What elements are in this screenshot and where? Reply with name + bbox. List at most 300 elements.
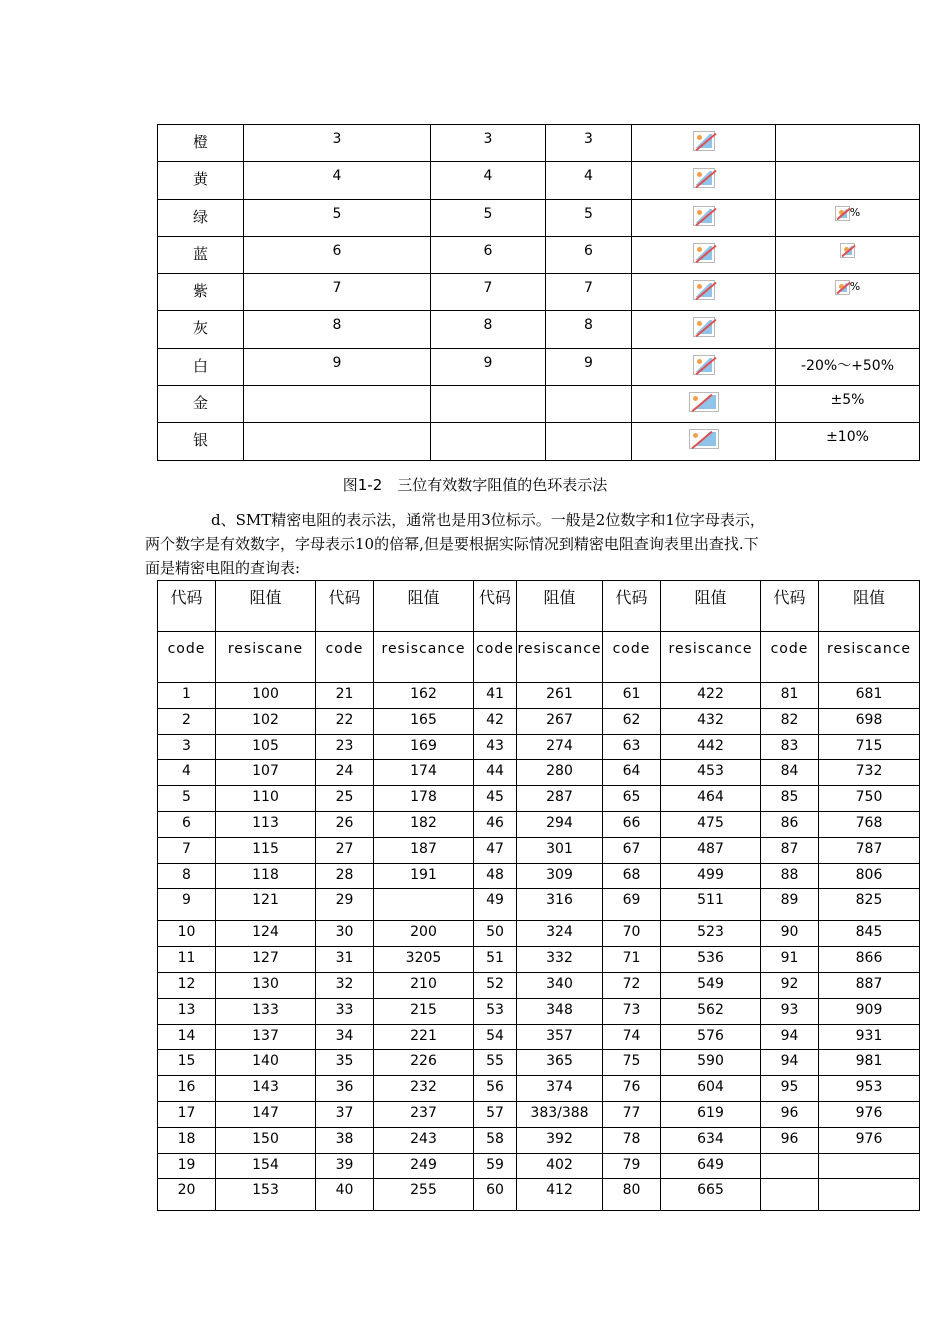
code-cell: 89 bbox=[761, 889, 819, 921]
digit-cell bbox=[431, 423, 546, 460]
code-cell: 63 bbox=[603, 734, 661, 760]
resistance-cell: 750 bbox=[819, 786, 920, 812]
resistance-cell: 422 bbox=[661, 683, 761, 709]
digit-cell: 5 bbox=[431, 199, 546, 236]
code-cell: 72 bbox=[603, 972, 661, 998]
resistance-cell: 383/388 bbox=[517, 1101, 603, 1127]
code-cell: 18 bbox=[158, 1127, 216, 1153]
digit-cell bbox=[546, 386, 632, 423]
resistance-cell: 267 bbox=[517, 708, 603, 734]
resistance-cell: 402 bbox=[517, 1153, 603, 1179]
resistance-cell: 150 bbox=[216, 1127, 316, 1153]
multiplier-cell bbox=[632, 274, 776, 311]
column-header: 阻值 bbox=[819, 581, 920, 632]
resistance-cell: 249 bbox=[374, 1153, 474, 1179]
code-cell: 83 bbox=[761, 734, 819, 760]
resistance-cell: 464 bbox=[661, 786, 761, 812]
color-row bbox=[158, 274, 920, 311]
resistance-cell: 255 bbox=[374, 1179, 474, 1211]
color-name: 绿 bbox=[158, 199, 244, 236]
tolerance-cell bbox=[776, 125, 920, 162]
column-header: 阻值 bbox=[517, 581, 603, 632]
resistance-cell: 374 bbox=[517, 1076, 603, 1102]
column-header: 代码 bbox=[316, 581, 374, 632]
multiplier-cell bbox=[632, 311, 776, 348]
code-cell: 85 bbox=[761, 786, 819, 812]
column-header: resiscance bbox=[374, 632, 474, 683]
resistance-cell: 536 bbox=[661, 947, 761, 973]
color-row bbox=[158, 236, 920, 273]
resistance-cell: 523 bbox=[661, 921, 761, 947]
resistance-cell: 280 bbox=[517, 760, 603, 786]
tolerance-cell bbox=[776, 236, 920, 273]
resistance-cell: 165 bbox=[374, 708, 474, 734]
digit-cell: 7 bbox=[244, 274, 431, 311]
column-header: code bbox=[158, 632, 216, 683]
multiplier-cell bbox=[632, 348, 776, 385]
color-name: 白 bbox=[158, 348, 244, 385]
digit-cell: 3 bbox=[546, 125, 632, 162]
resistance-cell: 191 bbox=[374, 863, 474, 889]
broken-image-icon bbox=[693, 206, 715, 226]
resistance-cell: 619 bbox=[661, 1101, 761, 1127]
code-cell: 53 bbox=[474, 998, 517, 1024]
tolerance-text: ±10% bbox=[826, 429, 869, 446]
code-cell: 23 bbox=[316, 734, 374, 760]
resistance-cell: 511 bbox=[661, 889, 761, 921]
resistance-cell: 976 bbox=[819, 1101, 920, 1127]
resistance-cell: 715 bbox=[819, 734, 920, 760]
column-header: 阻值 bbox=[374, 581, 474, 632]
code-cell: 8 bbox=[158, 863, 216, 889]
code-cell: 30 bbox=[316, 921, 374, 947]
resistance-cell: 100 bbox=[216, 683, 316, 709]
code-cell: 75 bbox=[603, 1050, 661, 1076]
digit-cell: 6 bbox=[431, 236, 546, 273]
digit-cell: 8 bbox=[431, 311, 546, 348]
tolerance-text: % bbox=[849, 205, 861, 219]
color-row bbox=[158, 162, 920, 199]
code-cell: 20 bbox=[158, 1179, 216, 1211]
code-cell: 45 bbox=[474, 786, 517, 812]
multiplier-cell bbox=[632, 386, 776, 423]
color-name: 灰 bbox=[158, 311, 244, 348]
code-cell: 33 bbox=[316, 998, 374, 1024]
tolerance-cell bbox=[776, 199, 920, 236]
code-cell bbox=[761, 1179, 819, 1211]
resistance-cell: 237 bbox=[374, 1101, 474, 1127]
code-cell: 84 bbox=[761, 760, 819, 786]
code-cell: 25 bbox=[316, 786, 374, 812]
code-cell: 42 bbox=[474, 708, 517, 734]
code-cell: 38 bbox=[316, 1127, 374, 1153]
digit-cell bbox=[546, 423, 632, 460]
digit-cell bbox=[244, 423, 431, 460]
code-cell: 59 bbox=[474, 1153, 517, 1179]
digit-cell: 5 bbox=[244, 199, 431, 236]
resistance-cell: 732 bbox=[819, 760, 920, 786]
code-cell: 27 bbox=[316, 837, 374, 863]
code-cell: 80 bbox=[603, 1179, 661, 1211]
digit-cell: 3 bbox=[244, 125, 431, 162]
resistance-cell: 154 bbox=[216, 1153, 316, 1179]
resistance-cell: 140 bbox=[216, 1050, 316, 1076]
resistance-cell: 105 bbox=[216, 734, 316, 760]
code-cell: 76 bbox=[603, 1076, 661, 1102]
code-cell: 70 bbox=[603, 921, 661, 947]
code-cell: 95 bbox=[761, 1076, 819, 1102]
digit-cell: 6 bbox=[546, 236, 632, 273]
table-row bbox=[158, 921, 920, 947]
paragraph-line: 面是精密电阻的查询表: bbox=[145, 559, 301, 577]
resistance-cell: 121 bbox=[216, 889, 316, 921]
resistance-cell bbox=[374, 889, 474, 921]
resistance-cell: 107 bbox=[216, 760, 316, 786]
code-cell: 91 bbox=[761, 947, 819, 973]
resistance-cell: 178 bbox=[374, 786, 474, 812]
code-cell: 92 bbox=[761, 972, 819, 998]
code-cell: 43 bbox=[474, 734, 517, 760]
code-cell: 34 bbox=[316, 1024, 374, 1050]
code-cell: 67 bbox=[603, 837, 661, 863]
multiplier-cell bbox=[632, 423, 776, 460]
digit-cell: 4 bbox=[546, 162, 632, 199]
resistance-cell: 681 bbox=[819, 683, 920, 709]
resistance-cell: 187 bbox=[374, 837, 474, 863]
table-row bbox=[158, 972, 920, 998]
code-cell: 54 bbox=[474, 1024, 517, 1050]
precision-resistor-table bbox=[157, 580, 920, 1211]
digit-cell: 7 bbox=[431, 274, 546, 311]
resistance-cell: 3205 bbox=[374, 947, 474, 973]
code-cell: 56 bbox=[474, 1076, 517, 1102]
code-cell: 57 bbox=[474, 1101, 517, 1127]
code-cell: 13 bbox=[158, 998, 216, 1024]
tolerance-text: -20%～+50% bbox=[800, 357, 895, 374]
color-name: 黄 bbox=[158, 162, 244, 199]
resistance-cell: 604 bbox=[661, 1076, 761, 1102]
code-cell: 46 bbox=[474, 811, 517, 837]
resistance-cell: 324 bbox=[517, 921, 603, 947]
code-cell: 74 bbox=[603, 1024, 661, 1050]
column-header: 代码 bbox=[474, 581, 517, 632]
resistance-cell: 169 bbox=[374, 734, 474, 760]
code-cell: 60 bbox=[474, 1179, 517, 1211]
resistance-cell: 453 bbox=[661, 760, 761, 786]
header-row-chinese bbox=[158, 581, 920, 632]
resistance-cell: 866 bbox=[819, 947, 920, 973]
broken-image-icon bbox=[689, 429, 719, 449]
digit-cell: 4 bbox=[244, 162, 431, 199]
resistance-cell: 845 bbox=[819, 921, 920, 947]
resistance-cell: 787 bbox=[819, 837, 920, 863]
column-header: 代码 bbox=[603, 581, 661, 632]
table-row bbox=[158, 1101, 920, 1127]
multiplier-cell bbox=[632, 199, 776, 236]
column-header: code bbox=[603, 632, 661, 683]
resistance-cell: 137 bbox=[216, 1024, 316, 1050]
code-cell: 93 bbox=[761, 998, 819, 1024]
resistance-cell: 340 bbox=[517, 972, 603, 998]
resistance-cell: 130 bbox=[216, 972, 316, 998]
table-row bbox=[158, 947, 920, 973]
resistance-cell: 806 bbox=[819, 863, 920, 889]
code-cell: 2 bbox=[158, 708, 216, 734]
code-cell: 50 bbox=[474, 921, 517, 947]
code-cell: 73 bbox=[603, 998, 661, 1024]
resistance-cell: 634 bbox=[661, 1127, 761, 1153]
digit-cell: 9 bbox=[431, 348, 546, 385]
resistance-cell: 143 bbox=[216, 1076, 316, 1102]
code-cell: 17 bbox=[158, 1101, 216, 1127]
code-cell: 94 bbox=[761, 1050, 819, 1076]
resistance-cell: 665 bbox=[661, 1179, 761, 1211]
resistance-cell: 487 bbox=[661, 837, 761, 863]
code-cell: 31 bbox=[316, 947, 374, 973]
resistance-cell: 976 bbox=[819, 1127, 920, 1153]
resistance-cell: 412 bbox=[517, 1179, 603, 1211]
tolerance-cell bbox=[776, 162, 920, 199]
code-cell: 19 bbox=[158, 1153, 216, 1179]
resistance-cell: 549 bbox=[661, 972, 761, 998]
resistance-cell: 301 bbox=[517, 837, 603, 863]
resistance-cell: 392 bbox=[517, 1127, 603, 1153]
resistance-cell: 365 bbox=[517, 1050, 603, 1076]
code-cell: 96 bbox=[761, 1101, 819, 1127]
code-cell: 47 bbox=[474, 837, 517, 863]
code-cell: 66 bbox=[603, 811, 661, 837]
code-cell: 15 bbox=[158, 1050, 216, 1076]
resistance-cell: 221 bbox=[374, 1024, 474, 1050]
resistance-cell bbox=[819, 1179, 920, 1211]
color-row bbox=[158, 348, 920, 385]
color-row bbox=[158, 386, 920, 423]
multiplier-cell bbox=[632, 125, 776, 162]
resistance-cell: 226 bbox=[374, 1050, 474, 1076]
broken-image-icon bbox=[693, 243, 715, 263]
resistance-cell: 243 bbox=[374, 1127, 474, 1153]
table-row bbox=[158, 1127, 920, 1153]
broken-image-icon bbox=[693, 355, 715, 375]
code-cell: 10 bbox=[158, 921, 216, 947]
table-row bbox=[158, 1076, 920, 1102]
broken-image-icon bbox=[689, 392, 719, 412]
resistance-cell: 133 bbox=[216, 998, 316, 1024]
code-cell: 6 bbox=[158, 811, 216, 837]
resistance-cell: 825 bbox=[819, 889, 920, 921]
code-cell: 7 bbox=[158, 837, 216, 863]
resistance-cell: 649 bbox=[661, 1153, 761, 1179]
digit-cell: 9 bbox=[244, 348, 431, 385]
code-cell: 14 bbox=[158, 1024, 216, 1050]
table-row bbox=[158, 708, 920, 734]
paragraph-line: d、SMT精密电阻的表示法，通常也是用3位标示。一般是2位数字和1位字母表示， bbox=[211, 511, 765, 529]
broken-image-icon bbox=[693, 280, 715, 300]
code-cell: 94 bbox=[761, 1024, 819, 1050]
code-cell: 51 bbox=[474, 947, 517, 973]
resistance-cell: 162 bbox=[374, 683, 474, 709]
digit-cell bbox=[431, 386, 546, 423]
broken-image-icon bbox=[840, 243, 855, 258]
resistance-cell: 124 bbox=[216, 921, 316, 947]
resistance-cell: 182 bbox=[374, 811, 474, 837]
code-cell: 69 bbox=[603, 889, 661, 921]
code-cell: 36 bbox=[316, 1076, 374, 1102]
column-header: resiscance bbox=[819, 632, 920, 683]
code-cell: 29 bbox=[316, 889, 374, 921]
broken-image-icon bbox=[835, 280, 850, 295]
code-cell: 82 bbox=[761, 708, 819, 734]
column-header: 代码 bbox=[158, 581, 216, 632]
color-band-table bbox=[157, 124, 920, 461]
table-row bbox=[158, 1153, 920, 1179]
resistance-cell: 931 bbox=[819, 1024, 920, 1050]
column-header: code bbox=[316, 632, 374, 683]
code-cell: 61 bbox=[603, 683, 661, 709]
color-name: 蓝 bbox=[158, 236, 244, 273]
table-row bbox=[158, 734, 920, 760]
resistance-cell: 698 bbox=[819, 708, 920, 734]
resistance-cell: 768 bbox=[819, 811, 920, 837]
code-cell: 96 bbox=[761, 1127, 819, 1153]
code-cell: 49 bbox=[474, 889, 517, 921]
code-cell: 77 bbox=[603, 1101, 661, 1127]
broken-image-icon bbox=[693, 131, 715, 151]
code-cell: 37 bbox=[316, 1101, 374, 1127]
resistance-cell: 576 bbox=[661, 1024, 761, 1050]
table-row bbox=[158, 889, 920, 921]
code-cell: 64 bbox=[603, 760, 661, 786]
resistance-cell: 210 bbox=[374, 972, 474, 998]
code-cell: 79 bbox=[603, 1153, 661, 1179]
column-header: code bbox=[761, 632, 819, 683]
code-cell: 35 bbox=[316, 1050, 374, 1076]
resistance-cell: 118 bbox=[216, 863, 316, 889]
digit-cell: 8 bbox=[244, 311, 431, 348]
tolerance-cell bbox=[776, 348, 920, 385]
code-cell: 88 bbox=[761, 863, 819, 889]
resistance-cell: 200 bbox=[374, 921, 474, 947]
resistance-cell: 953 bbox=[819, 1076, 920, 1102]
table-row bbox=[158, 998, 920, 1024]
resistance-cell: 294 bbox=[517, 811, 603, 837]
resistance-cell: 215 bbox=[374, 998, 474, 1024]
table-row bbox=[158, 1179, 920, 1211]
code-cell bbox=[761, 1153, 819, 1179]
column-header: 代码 bbox=[761, 581, 819, 632]
digit-cell: 9 bbox=[546, 348, 632, 385]
color-row bbox=[158, 311, 920, 348]
tolerance-cell bbox=[776, 423, 920, 460]
digit-cell: 3 bbox=[431, 125, 546, 162]
code-cell: 68 bbox=[603, 863, 661, 889]
column-header: resiscance bbox=[517, 632, 603, 683]
resistance-cell: 332 bbox=[517, 947, 603, 973]
code-cell: 44 bbox=[474, 760, 517, 786]
table-row bbox=[158, 811, 920, 837]
paragraph-line: 两个数字是有效数字，字母表示10的倍幂,但是要根据实际情况到精密电阻查询表里出查找.下 bbox=[145, 535, 759, 553]
digit-cell: 6 bbox=[244, 236, 431, 273]
color-name: 橙 bbox=[158, 125, 244, 162]
code-cell: 11 bbox=[158, 947, 216, 973]
code-cell: 39 bbox=[316, 1153, 374, 1179]
code-cell: 87 bbox=[761, 837, 819, 863]
code-cell: 41 bbox=[474, 683, 517, 709]
resistance-cell: 316 bbox=[517, 889, 603, 921]
resistance-cell: 348 bbox=[517, 998, 603, 1024]
code-cell: 5 bbox=[158, 786, 216, 812]
tolerance-cell bbox=[776, 274, 920, 311]
code-cell: 55 bbox=[474, 1050, 517, 1076]
resistance-cell: 127 bbox=[216, 947, 316, 973]
code-cell: 9 bbox=[158, 889, 216, 921]
resistance-cell: 174 bbox=[374, 760, 474, 786]
digit-cell: 5 bbox=[546, 199, 632, 236]
code-cell: 78 bbox=[603, 1127, 661, 1153]
code-cell: 86 bbox=[761, 811, 819, 837]
color-name: 紫 bbox=[158, 274, 244, 311]
resistance-cell: 153 bbox=[216, 1179, 316, 1211]
column-header: code bbox=[474, 632, 517, 683]
code-cell: 24 bbox=[316, 760, 374, 786]
digit-cell: 4 bbox=[431, 162, 546, 199]
broken-image-icon bbox=[693, 317, 715, 337]
resistance-cell: 147 bbox=[216, 1101, 316, 1127]
resistance-cell: 432 bbox=[661, 708, 761, 734]
code-cell: 4 bbox=[158, 760, 216, 786]
code-cell: 22 bbox=[316, 708, 374, 734]
resistance-cell: 274 bbox=[517, 734, 603, 760]
column-header: 阻值 bbox=[661, 581, 761, 632]
color-row bbox=[158, 125, 920, 162]
table-row bbox=[158, 1024, 920, 1050]
code-cell: 16 bbox=[158, 1076, 216, 1102]
multiplier-cell bbox=[632, 162, 776, 199]
code-cell: 62 bbox=[603, 708, 661, 734]
code-cell: 12 bbox=[158, 972, 216, 998]
resistance-cell: 261 bbox=[517, 683, 603, 709]
table-row bbox=[158, 863, 920, 889]
tolerance-cell bbox=[776, 386, 920, 423]
color-row bbox=[158, 199, 920, 236]
code-cell: 28 bbox=[316, 863, 374, 889]
code-cell: 90 bbox=[761, 921, 819, 947]
code-cell: 40 bbox=[316, 1179, 374, 1211]
tolerance-text: ±5% bbox=[830, 392, 865, 409]
color-name: 金 bbox=[158, 386, 244, 423]
resistance-cell: 562 bbox=[661, 998, 761, 1024]
column-header: 阻值 bbox=[216, 581, 316, 632]
code-cell: 21 bbox=[316, 683, 374, 709]
multiplier-cell bbox=[632, 236, 776, 273]
code-cell: 1 bbox=[158, 683, 216, 709]
table-row bbox=[158, 760, 920, 786]
broken-image-icon bbox=[693, 168, 715, 188]
figure-caption: 图1-2 三位有效数字阻值的色环表示法 bbox=[342, 476, 608, 494]
code-cell: 81 bbox=[761, 683, 819, 709]
resistance-cell: 115 bbox=[216, 837, 316, 863]
digit-cell: 8 bbox=[546, 311, 632, 348]
code-cell: 48 bbox=[474, 863, 517, 889]
code-cell: 58 bbox=[474, 1127, 517, 1153]
resistance-cell: 357 bbox=[517, 1024, 603, 1050]
code-cell: 32 bbox=[316, 972, 374, 998]
resistance-cell: 287 bbox=[517, 786, 603, 812]
resistance-cell: 102 bbox=[216, 708, 316, 734]
broken-image-icon bbox=[835, 206, 850, 221]
resistance-cell: 590 bbox=[661, 1050, 761, 1076]
body-paragraph bbox=[145, 508, 865, 580]
